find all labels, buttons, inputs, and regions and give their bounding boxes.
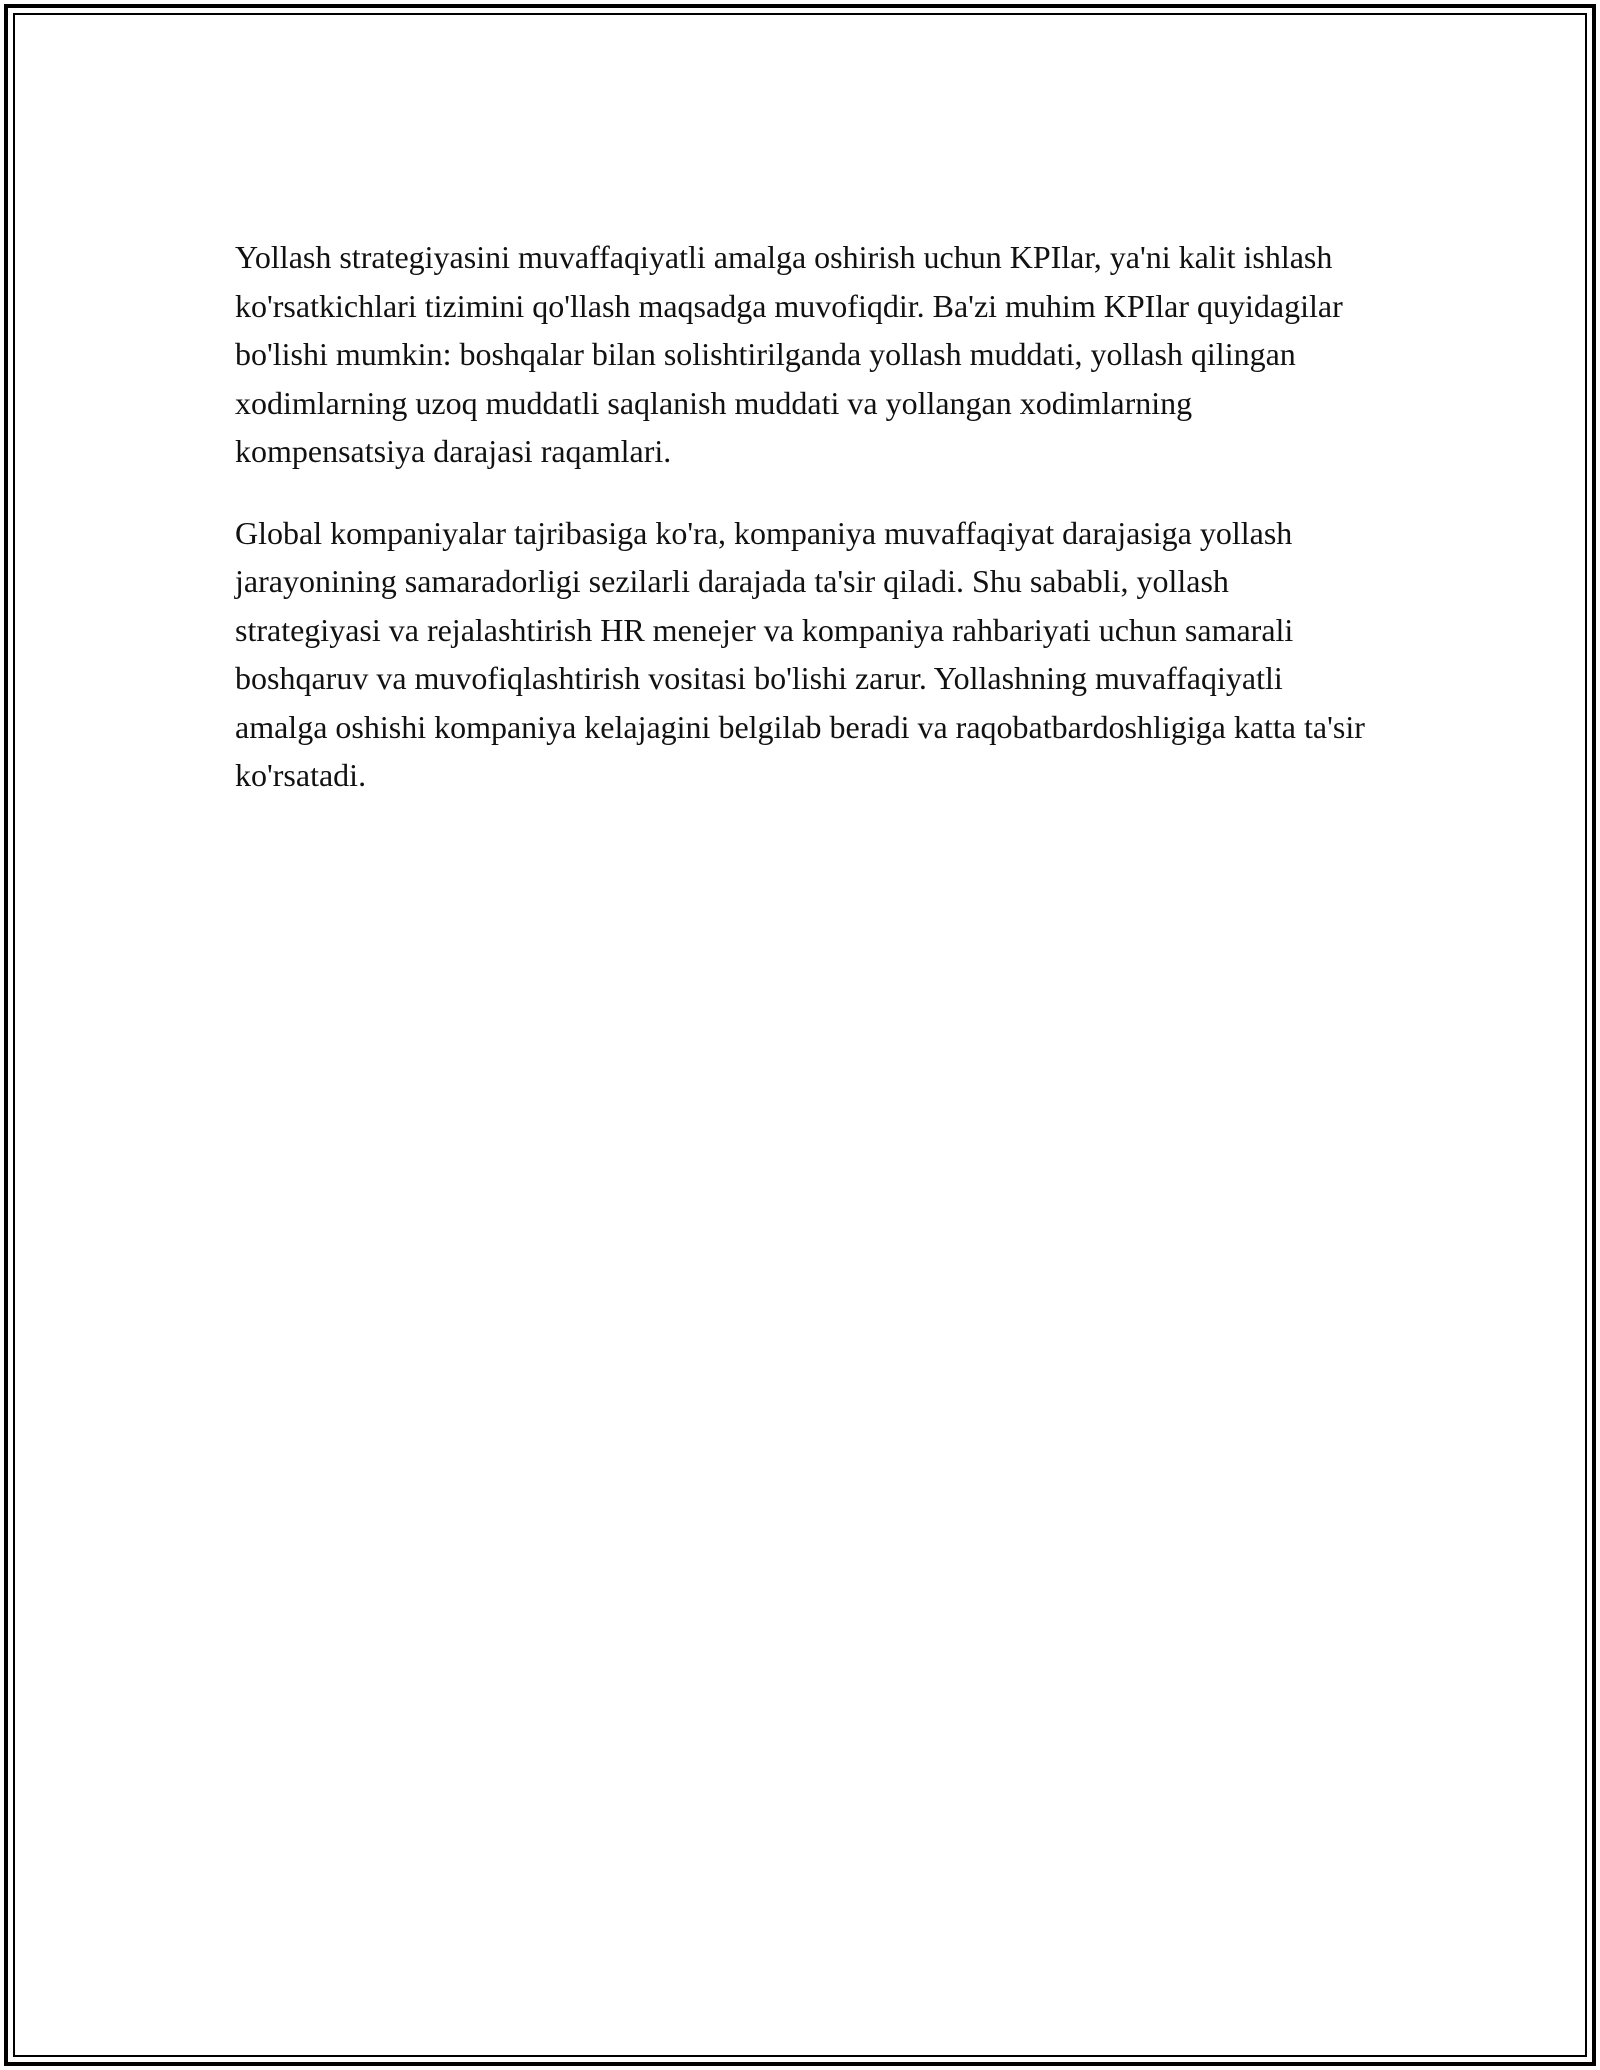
document-body <box>235 233 1365 833</box>
paragraph-1: Yollash strategiyasini muvaffaqiyatli amalga oshirish uchun KPIlar, ya'ni kalit ishlash ko'rsatkichlari tizimini qo'llash maqsadga muvofiqdir. Ba'zi muhim KPIlar quyidagilar bo'lishi mumkin: boshqalar bilan solishtirilganda yollash muddati, yollash qilingan xodimlarning uzoq muddatli saqlanish muddati va yollangan xodimlarning kompensatsiya darajasi raqamlari. <box>235 239 1343 469</box>
paragraph-2: Global kompaniyalar tajribasiga ko'ra, kompaniya muvaffaqiyat darajasiga yollash jarayonining samaradorligi sezilarli darajada ta'sir qiladi. Shu sababli, yollash strategiyasi va rejalashtirish HR menejer va kompaniya rahbariyati uchun samarali boshqaruv va muvofiqlashtirish vositasi bo'lishi zarur. Yollashning muvaffaqiyatli amalga oshishi kompaniya kelajagini belgilab beradi va raqobatbardoshligiga katta ta'sir ko'rsatadi. <box>235 514 1365 793</box>
